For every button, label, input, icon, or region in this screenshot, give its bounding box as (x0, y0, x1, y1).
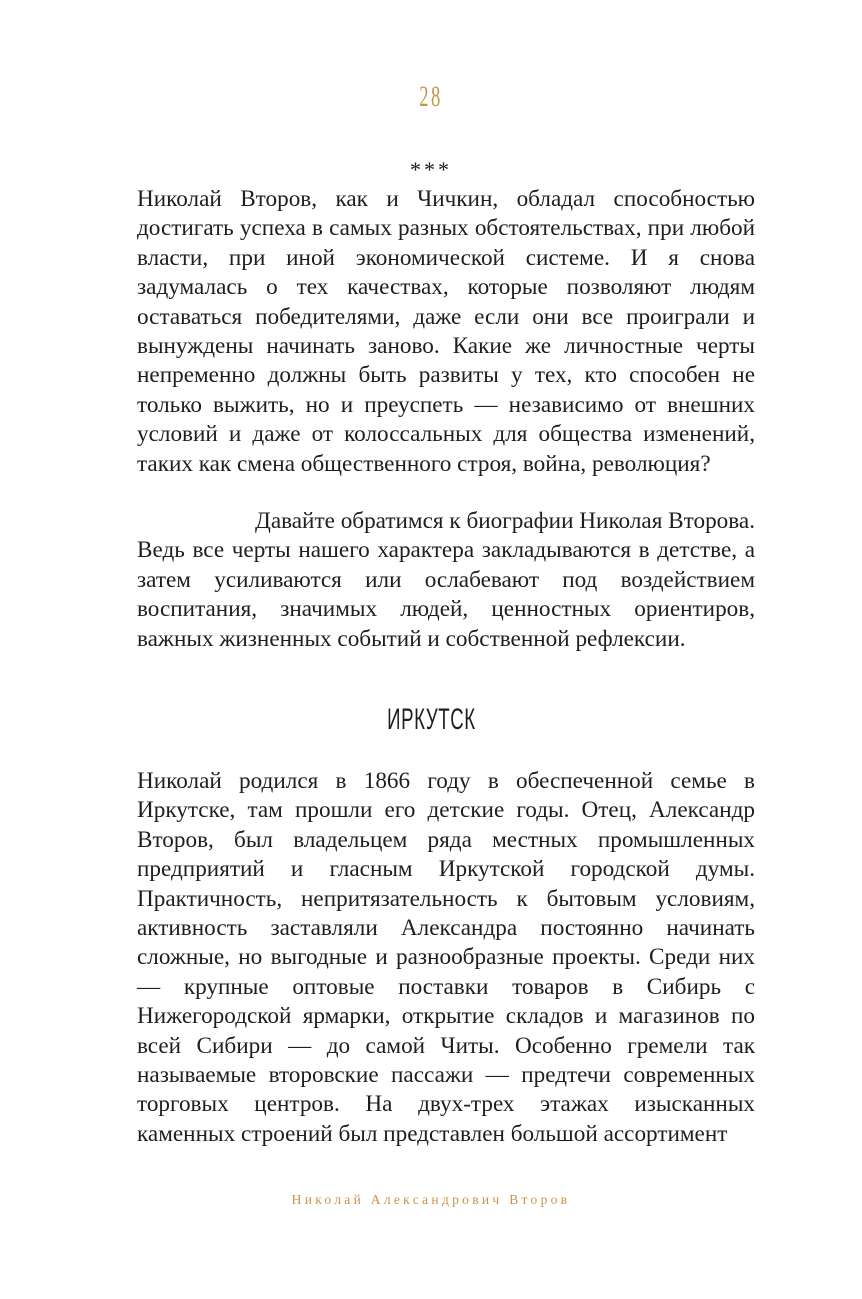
paragraph-block-3 (137, 767, 755, 1149)
body-paragraph: Николай родился в 1866 году в обеспеченной семье в Иркутске, там прошли его детские годы. Отец, Александр Второв, был владельцем ряда местных промышленных предприятий и гласным Иркутской городской думы. Практичность, непритязательность к бытовым условиям, активность заставляли Александра постоянно начинать сложные, но выгодные и разнообразные проекты. Среди них — крупные оптовые поставки товаров в Сибирь с Нижегородской ярмарки, открытие складов и магазинов по всей Сибири — до самой Читы. Особенно гремели так называемые второвские пассажи — предтечи современных торговых центров. На двух-трех этажах изысканных каменных строений был представлен большой ассортимент (137, 768, 755, 1147)
section-separator: *** (410, 157, 452, 182)
body-paragraph: Давайте обратимся к биографии Николая Второва. Ведь все черты нашего характера закладываются в детстве, а затем усиливаются или ослабевают под воздействием воспитания, значимых людей, ценностных ориентиров, важных жизненных событий и собственной рефлексии. (137, 508, 755, 652)
page-number: 28 (419, 80, 443, 113)
section-heading (0, 700, 862, 740)
body-paragraph: Николай Второв, как и Чичкин, обладал способностью достигать успеха в самых разных обстоятельствах, при любой власти, при иной экономической системе. И я снова задумалась о тех качествах, которые позволяют людям оставаться победителями, даже если они все проиграли и вынуждены начинать заново. Какие же личностные черты непременно должны быть развиты у тех, кто способен не только выжить, но и преуспеть — независимо от внешних условий и даже от колоссальных для общества изменений, таких как смена общественного строя, война, революция? (137, 186, 755, 477)
running-footer: Николай Александрович Второв (291, 1192, 571, 1207)
paragraph-block-1 (137, 185, 755, 479)
section-heading-text: ИРКУТСК (386, 703, 476, 736)
paragraph-block-2 (137, 507, 755, 654)
